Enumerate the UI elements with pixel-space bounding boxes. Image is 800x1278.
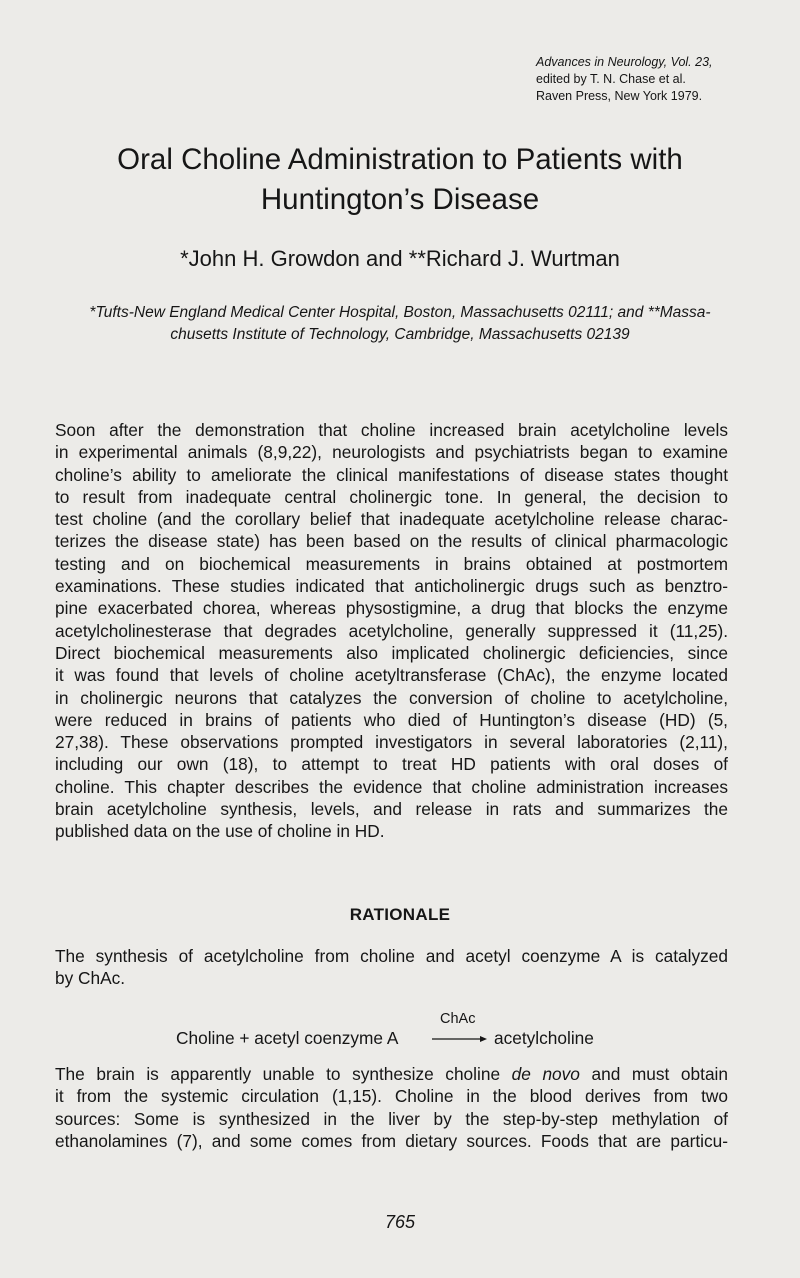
rationale-paragraph [55,945,728,990]
product: acetylcholine [494,1028,594,1048]
citation-block [536,54,776,105]
text-line: by ChAc. [55,968,126,989]
text-line: Soon after the demonstration that choline increased brain acetylcholine levels [55,420,728,440]
affiliation-line-1: *Tufts-New England Medical Center Hospital, Boston, Massachusetts 02111; and **Massa- [89,304,711,321]
italic-term: de novo [511,1064,580,1084]
text-line: test choline (and the corollary belief that inadequate acetylcholine release charac- [55,509,728,530]
text-line: sources: Some is synthesized in the liver by the step-by-step methylation of [55,1108,728,1129]
reactants: Choline + acetyl coenzyme A [176,1028,399,1048]
section-heading: RATIONALE [349,905,451,924]
title-line-1: Oral Choline Administration to Patients with [117,143,683,176]
text-line: pine exacerbated chorea, whereas physostigmine, a drug that blocks the enzyme [55,598,728,619]
line-end: and must obtain [591,1064,728,1084]
citation-editors: edited by T. N. Chase et al. [536,72,686,86]
text-line [55,1063,728,1085]
text-line: in cholinergic neurons that catalyzes the conversion of choline to acetylcholine, [55,687,728,708]
text-line: The synthesis of acetylcholine from choline and acetyl coenzyme A is catalyzed [55,946,728,966]
reaction-equation [0,1008,800,1056]
line-start: The brain is apparently unable to synthesize choline [55,1064,501,1084]
text-line: terizes the disease state) has been based on the results of clinical pharmacologic [55,531,728,552]
text-line: examinations. These studies indicated that anticholinergic drugs such as benztro- [55,576,728,597]
text-line: published data on the use of choline in HD. [55,821,385,842]
text-line: testing and on biochemical measurements in brains obtained at postmortem [55,553,728,574]
text-line: it from the systemic circulation (1,15). Choline in the blood derives from two [55,1086,728,1107]
text-line: 27,38). These observations prompted investigators in several laboratories (2,11), [55,732,728,753]
affiliation-line-2: chusetts Institute of Technology, Cambridge, Massachusetts 02139 [170,326,630,343]
text-line: were reduced in brains of patients who died of Huntington’s disease (HD) (5, [55,709,728,730]
text-line: including our own (18), to attempt to treat HD patients with oral doses of [55,754,728,775]
text-line: brain acetylcholine synthesis, levels, and release in rats and summarizes the [55,799,728,820]
citation-series: Advances in Neurology, Vol. 23, [536,55,713,69]
closing-paragraph [55,1063,728,1152]
enzyme-label: ChAc [440,1011,476,1027]
intro-paragraph [55,419,728,843]
text-line: to result from inadequate central cholinergic tone. In general, the decision to [55,486,728,507]
text-line: in experimental animals (8,9,22), neurologists and psychiatrists began to examine [55,442,728,463]
text-line: it was found that levels of choline acetyltransferase (ChAc), the enzyme located [55,665,728,686]
text-line: acetylcholinesterase that degrades acetylcholine, generally suppressed it (11,25). [55,620,728,641]
reaction-arrow-icon [432,1034,488,1044]
affiliation [40,302,760,346]
text-line: choline. This chapter describes the evidence that choline administration increases [55,776,728,797]
text-line: choline’s ability to ameliorate the clinical manifestations of disease states thought [55,464,728,485]
page-title [40,140,760,220]
authors: *John H. Growdon and **Richard J. Wurtman [180,246,620,271]
text-line: Direct biochemical measurements also implicated cholinergic deficiencies, since [55,642,728,663]
citation-publisher: Raven Press, New York 1979. [536,89,703,103]
title-line-2: Huntington’s Disease [260,183,540,216]
text-line: ethanolamines (7), and some comes from dietary sources. Foods that are particu- [55,1130,728,1151]
page-number: 765 [384,1212,416,1232]
